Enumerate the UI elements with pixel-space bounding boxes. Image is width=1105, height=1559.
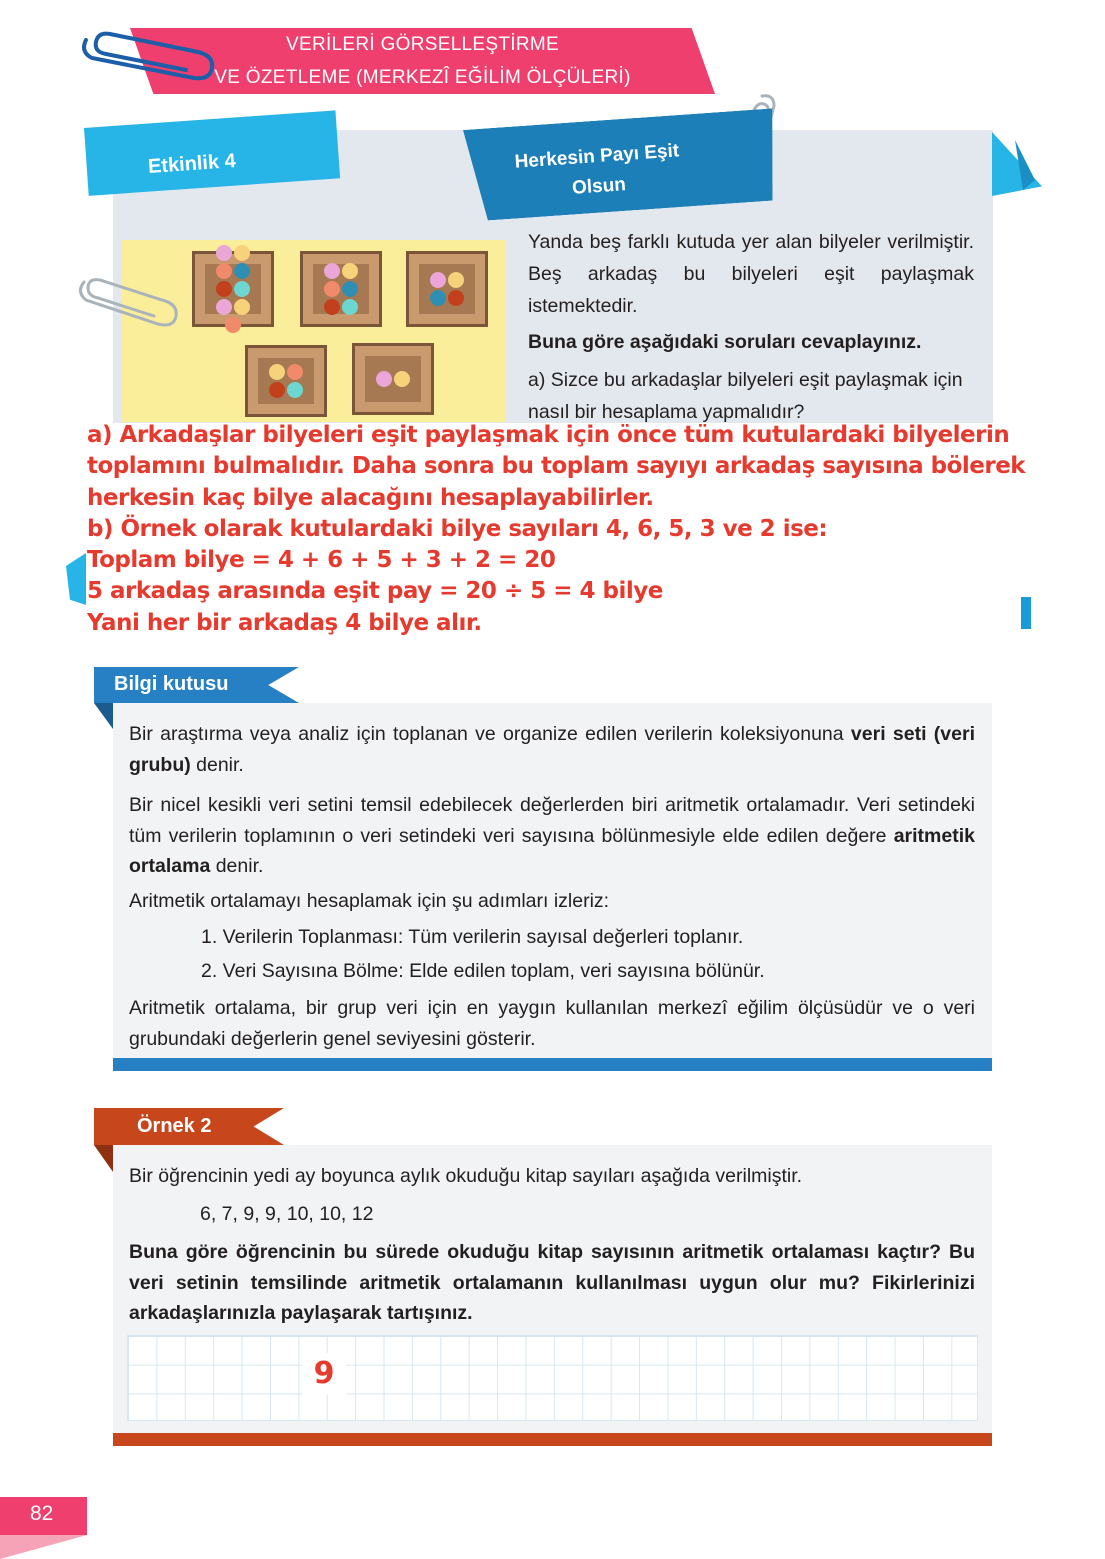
info-p1-text: Bir araştırma veya analiz için toplanan ve organize edilen verilerin koleksiyonuna <box>129 723 851 745</box>
info-step: 2. Veri Sayısına Bölme: Elde edilen toplam, veri sayısına bölünür. <box>201 960 765 982</box>
info-step: 1. Verilerin Toplanması: Tüm verilerin sayısal değerleri toplanır. <box>201 926 744 948</box>
header-title-line1: VERİLERİ GÖRSELLEŞTİRME <box>286 34 559 55</box>
page-number: 82 <box>30 1502 54 1525</box>
answer-line: toplamını bulmalıdır. Daha sonra bu toplam sayıyı arkadaş sayısına bölerek <box>87 453 1026 480</box>
activity-title-line1: Herkesin Payı Eşit <box>513 140 680 173</box>
info-paragraph <box>129 719 975 780</box>
answer-line: Toplam bilye = 4 + 6 + 5 + 3 + 2 = 20 <box>87 547 556 574</box>
example-flag-fold <box>94 1145 113 1172</box>
side-marker <box>66 553 86 605</box>
corner-tab <box>992 132 1042 196</box>
info-p2-bold: aritmetik ortalama <box>129 824 975 877</box>
answer-text <box>87 420 1026 639</box>
page-number-tab-tail <box>0 1535 87 1559</box>
info-p2-text: Bir nicel kesikli veri setini temsil edebilecek değerlerden biri aritmetik ortalamadır. Veri setindeki tüm verilerin toplamının o veri setindeki veri sayısına bölünmesiyle elde edilen değere <box>129 794 975 847</box>
info-label: Bilgi kutusu <box>114 673 229 695</box>
info-box-bar <box>113 1058 992 1071</box>
paperclip-icon <box>74 268 179 330</box>
info-p2-end: denir. <box>210 855 264 877</box>
answer-grid[interactable] <box>127 1335 978 1421</box>
activity-label: Etkinlik 4 <box>147 149 237 179</box>
marble-box <box>192 251 274 327</box>
marble-box <box>245 345 327 417</box>
paperclip-icon <box>76 22 216 84</box>
activity-question-a: a) Sizce bu arkadaşlar bilyeleri eşit paylaşmak için nasıl bir hesaplama yapmalıdır? <box>528 369 963 423</box>
activity-title-line2: Olsun <box>571 174 627 199</box>
side-marker <box>1021 597 1031 629</box>
activity-instruction: Buna göre aşağıdaki soruları cevaplayınız. <box>528 331 922 353</box>
example-data: 6, 7, 9, 9, 10, 10, 12 <box>200 1203 374 1225</box>
example-intro: Bir öğrencinin yedi ay boyunca aylık okuduğu kitap sayıları aşağıda verilmiştir. <box>129 1165 803 1187</box>
info-paragraph: Aritmetik ortalamayı hesaplamak için şu adımları izleriz: <box>129 890 610 912</box>
marble-box <box>300 251 382 327</box>
answer-line: 5 arkadaş arasında eşit pay = 20 ÷ 5 = 4 bilye <box>87 578 663 605</box>
info-flag-fold <box>94 703 113 729</box>
answer-line: herkesin kaç bilye alacağını hesaplayabilirler. <box>87 484 654 511</box>
grid-answer: 9 <box>302 1353 346 1395</box>
marble-box <box>406 251 488 327</box>
answer-line: a) Arkadaşlar bilyeleri eşit paylaşmak için önce tüm kutulardaki bilyelerin <box>87 422 1010 448</box>
answer-line: b) Örnek olarak kutulardaki bilye sayıları 4, 6, 5, 3 ve 2 ise: <box>87 515 828 542</box>
header-title-line2: VE ÖZETLEME (MERKEZÎ EĞİLİM ÖLÇÜLERİ) <box>214 67 631 88</box>
info-p1-end: denir. <box>190 753 244 776</box>
marble-box <box>352 343 434 415</box>
answer-line: Yani her bir arkadaş 4 bilye alır. <box>87 609 482 636</box>
info-paragraph <box>129 790 975 882</box>
example-label: Örnek 2 <box>137 1115 212 1137</box>
example-question: Buna göre öğrencinin bu sürede okuduğu kitap sayısının aritmetik ortalaması kaçtır? Bu veri setinin temsilinde aritmetik ortalamanın kullanılması uygun olur mu? Fikirlerinizi arkadaşlarınızla paylaşarak tartışınız. <box>129 1241 975 1324</box>
info-paragraph: Aritmetik ortalama, bir grup veri için en yaygın kullanılan merkezî eğilim ölçüsüdür ve o veri grubundaki değerlerin genel seviyesini gösterir. <box>129 997 975 1050</box>
activity-intro: Yanda beş farklı kutuda yer alan bilyeler verilmiştir. Beş arkadaş bu bilyeleri eşit paylaşmak istemektedir. <box>528 231 974 317</box>
example-box-bar <box>113 1433 992 1446</box>
info-p1-bold: veri seti (veri grubu) <box>129 723 975 776</box>
